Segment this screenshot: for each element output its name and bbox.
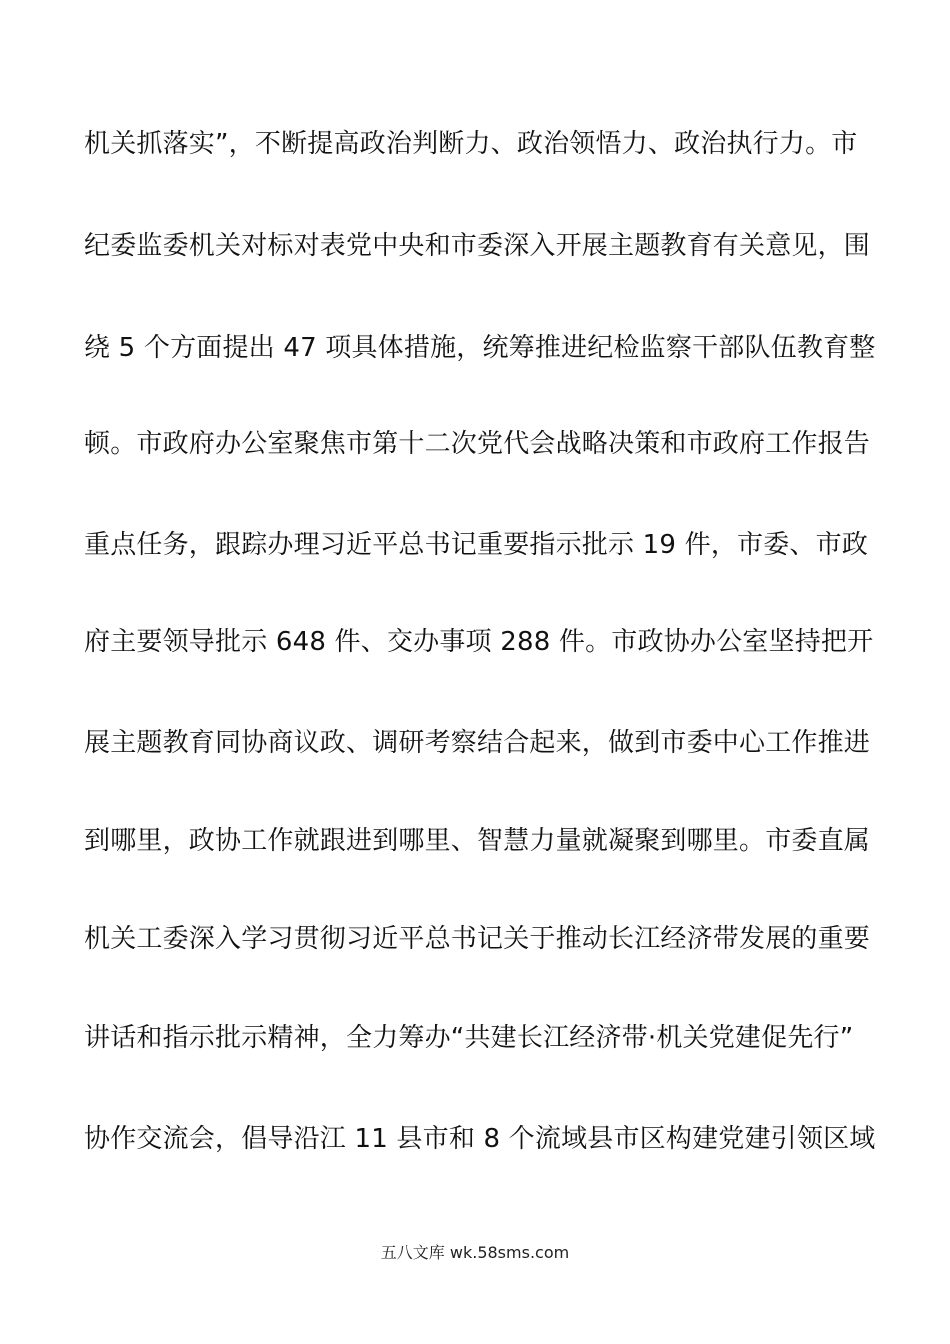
body-text-line: 纪委监委机关对标对表党中央和市委深入开展主题教育有关意见，围: [84, 231, 871, 261]
footer-watermark: 五八文库 wk.58sms.com: [380, 1243, 570, 1262]
body-text-line: 机关工委深入学习贯彻习近平总书记关于推动长江经济带发展的重要: [84, 924, 871, 954]
body-text-line: 协作交流会，倡导沿江 11 县市和 8 个流域县市区构建党建引领区域: [84, 1124, 876, 1154]
body-text-line: 府主要领导批示 648 件、交办事项 288 件。市政协办公室坚持把开: [84, 627, 874, 657]
body-text-line: 绕 5 个方面提出 47 项具体措施，统筹推进纪检监察干部队伍教育整: [84, 333, 876, 363]
body-text-line: 重点任务，跟踪办理习近平总书记重要指示批示 19 件，市委、市政: [84, 530, 869, 560]
body-text-line: 顿。市政府办公室聚焦市第十二次党代会战略决策和市政府工作报告: [84, 429, 871, 459]
body-text-line: 到哪里，政协工作就跟进到哪里、智慧力量就凝聚到哪里。市委直属: [84, 826, 871, 856]
body-text-line: 展主题教育同协商议政、调研考察结合起来，做到市委中心工作推进: [84, 728, 871, 758]
body-text-line: 机关抓落实”，不断提高政治判断力、政治领悟力、政治执行力。市: [84, 129, 858, 159]
body-text-line: 讲话和指示批示精神，全力筹办“共建长江经济带·机关党建促先行”: [84, 1023, 854, 1053]
